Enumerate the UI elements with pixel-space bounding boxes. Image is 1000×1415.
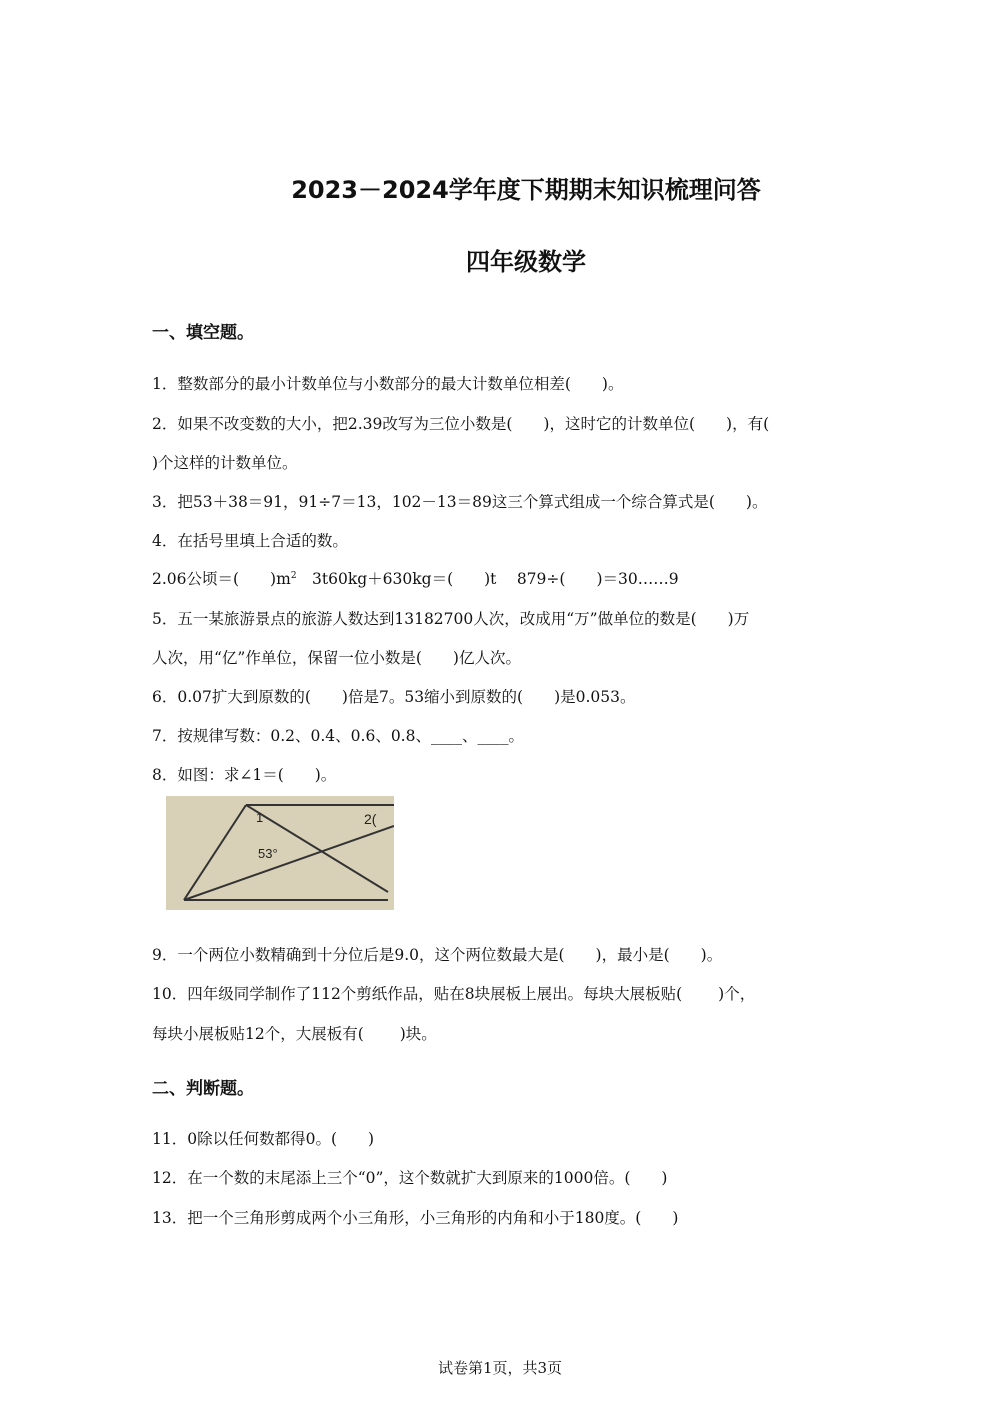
question-4-blanks — [152, 567, 679, 589]
question-7: 7．按规律写数：0.2、0.4、0.6、0.8、____、____。 — [152, 727, 524, 745]
section-heading-true-false: 二、判断题。 — [152, 1079, 254, 1099]
question-10: 10．四年级同学制作了112个剪纸作品，贴在8块展板上展出。每块大展板贴( )个， — [152, 985, 756, 1003]
question-5: 5．五一某旅游景点的旅游人数达到13182700人次，改成用“万”做单位的数是( )万 — [152, 610, 750, 628]
question-6: 6．0.07扩大到原数的( )倍是7。53缩小到原数的( )是0.053。 — [152, 688, 636, 706]
page-title: 2023－2024学年度下期期末知识梳理问答 — [291, 176, 761, 204]
angle-1-label: 1 — [256, 810, 264, 825]
page-footer: 试卷第1页，共3页 — [437, 1359, 563, 1377]
question-11: 11．0除以任何数都得0。( ) — [152, 1130, 375, 1148]
question-2-cont: )个这样的计数单位。 — [152, 454, 298, 472]
page-subtitle: 四年级数学 — [466, 248, 586, 276]
question-4: 4．在括号里填上合适的数。 — [152, 532, 348, 550]
question-5-cont: 人次，用“亿”作单位，保留一位小数是( )亿人次。 — [152, 649, 521, 667]
question-12: 12．在一个数的末尾添上三个“0”，这个数就扩大到原来的1000倍。( ) — [152, 1169, 668, 1187]
question-10-cont: 每块小展板贴12个，大展板有( )块。 — [152, 1025, 437, 1043]
angle-figure — [166, 796, 394, 910]
section-heading-fill-blank: 一、填空题。 — [152, 323, 254, 343]
q4-area-conversion: 2.06公顷＝( )m — [152, 570, 291, 588]
q4-superscript: 2 — [290, 570, 297, 581]
question-1: 1．整数部分的最小计数单位与小数部分的最大计数单位相差( )。 — [152, 375, 624, 393]
angle-53-label: 53° — [258, 846, 278, 861]
question-9: 9．一个两位小数精确到十分位后是9.0，这个两位数最大是( )，最小是( )。 — [152, 946, 723, 964]
question-13: 13．把一个三角形剪成两个小三角形，小三角形的内角和小于180度。( ) — [152, 1209, 679, 1227]
q4-mass-and-division: 3t60kg＋630kg＝( )t 879÷( )＝30……9 — [296, 570, 679, 588]
angle-2-label: 2( — [364, 811, 377, 827]
question-2: 2．如果不改变数的大小，把2.39改写为三位小数是( )，这时它的计数单位( )，有( — [152, 415, 770, 433]
question-8: 8．如图：求∠1＝( )。 — [152, 766, 337, 784]
figure-background — [166, 796, 394, 910]
question-3: 3．把53＋38＝91，91÷7＝13，102－13＝89这三个算式组成一个综合算式是( )。 — [152, 493, 768, 511]
